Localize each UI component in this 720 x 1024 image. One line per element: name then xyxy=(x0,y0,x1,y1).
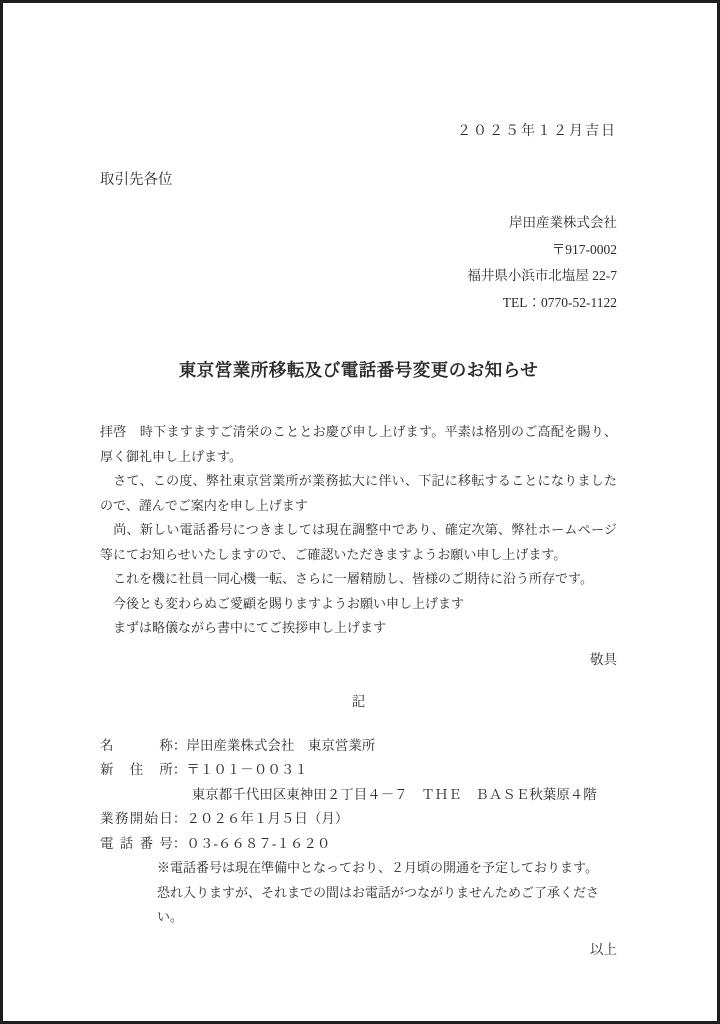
notes-block xyxy=(157,856,617,930)
sender-block xyxy=(100,210,617,316)
detail-value-name: 岸田産業株式会社 東京営業所 xyxy=(186,737,376,753)
body-paragraph-resolve: これを機に社員一同心機一転、さらに一層精励し、皆様のご期待に沿う所存です。 xyxy=(100,571,593,586)
closing-keigu: 敬具 xyxy=(590,651,617,667)
sender-tel: TEL：0770-52-1122 xyxy=(502,294,617,310)
document-date: ２０２５年１２月吉日 xyxy=(457,124,617,139)
letter-content xyxy=(3,3,717,960)
recipient-line: 取引先各位 xyxy=(100,172,173,188)
body-paragraph-briefly: まずは略儀ながら書中にてご挨拶申し上げます xyxy=(100,620,387,635)
detail-row-phone xyxy=(100,832,617,857)
document-title: 東京営業所移転及び電話番号変更のお知らせ xyxy=(178,360,539,380)
record-marker-ki: 記 xyxy=(351,693,366,709)
detail-separator: ： xyxy=(172,762,187,777)
detail-row-new-address xyxy=(100,758,617,783)
detail-separator: ： xyxy=(172,737,187,753)
detail-value-phone: ０３-６６８７-１６２０ xyxy=(186,835,331,851)
detail-separator: ： xyxy=(172,811,187,826)
detail-label-new-address: 新住所 xyxy=(100,762,173,777)
detail-separator: ： xyxy=(172,835,187,851)
letter-body xyxy=(100,420,617,641)
end-marker-ijou: 以上 xyxy=(590,941,617,957)
detail-row-start-date xyxy=(100,807,617,832)
detail-label-name: 名称 xyxy=(100,737,173,753)
note-phone-preparing: ※電話番号は現在準備中となっており、２月頃の開通を予定しております。 xyxy=(157,860,598,875)
note-phone-unavailable: 恐れ入りますが、それまでの間はお電話がつながりませんためご了承ください。 xyxy=(157,884,600,924)
sender-address: 福井県小浜市北塩屋 22-7 xyxy=(467,268,617,283)
body-paragraph-relocation: さて、この度、弊社東京営業所が業務拡大に伴い、下記に移転することになりましたので、謹んでご案内を申し上げます xyxy=(100,473,617,513)
detail-value-new-address-line2: 東京都千代田区東神田２丁目４－７ ＴＨＥ ＢＡＳＥ秋葉原４階 xyxy=(191,786,597,802)
sender-company: 岸田産業株式会社 xyxy=(509,215,617,230)
detail-label-start-date: 業務開始日 xyxy=(100,811,173,826)
sender-postal-code: 〒917-0002 xyxy=(551,241,617,257)
body-paragraph-phone-pending: 尚、新しい電話番号につきましては現在調整中であり、確定次第、弊社ホームページ等にてお知らせいたしますので、ご確認いただきますようお願い申し上げます。 xyxy=(100,522,617,562)
detail-row-name xyxy=(100,734,617,759)
detail-value-start-date: ２０２６年１月５日（月） xyxy=(186,811,349,826)
detail-label-phone: 電話番号 xyxy=(100,835,173,851)
body-paragraph-greeting: 拝啓 時下ますますご清栄のこととお慶び申し上げます。平素は格別のご高配を賜り、厚く御礼申し上げます。 xyxy=(100,424,617,464)
detail-value-new-postal: 〒１０１－００３１ xyxy=(186,762,308,777)
details-block xyxy=(100,734,617,930)
body-paragraph-patronage: 今後とも変わらぬご愛顧を賜りますようお願い申し上げます xyxy=(100,595,465,611)
